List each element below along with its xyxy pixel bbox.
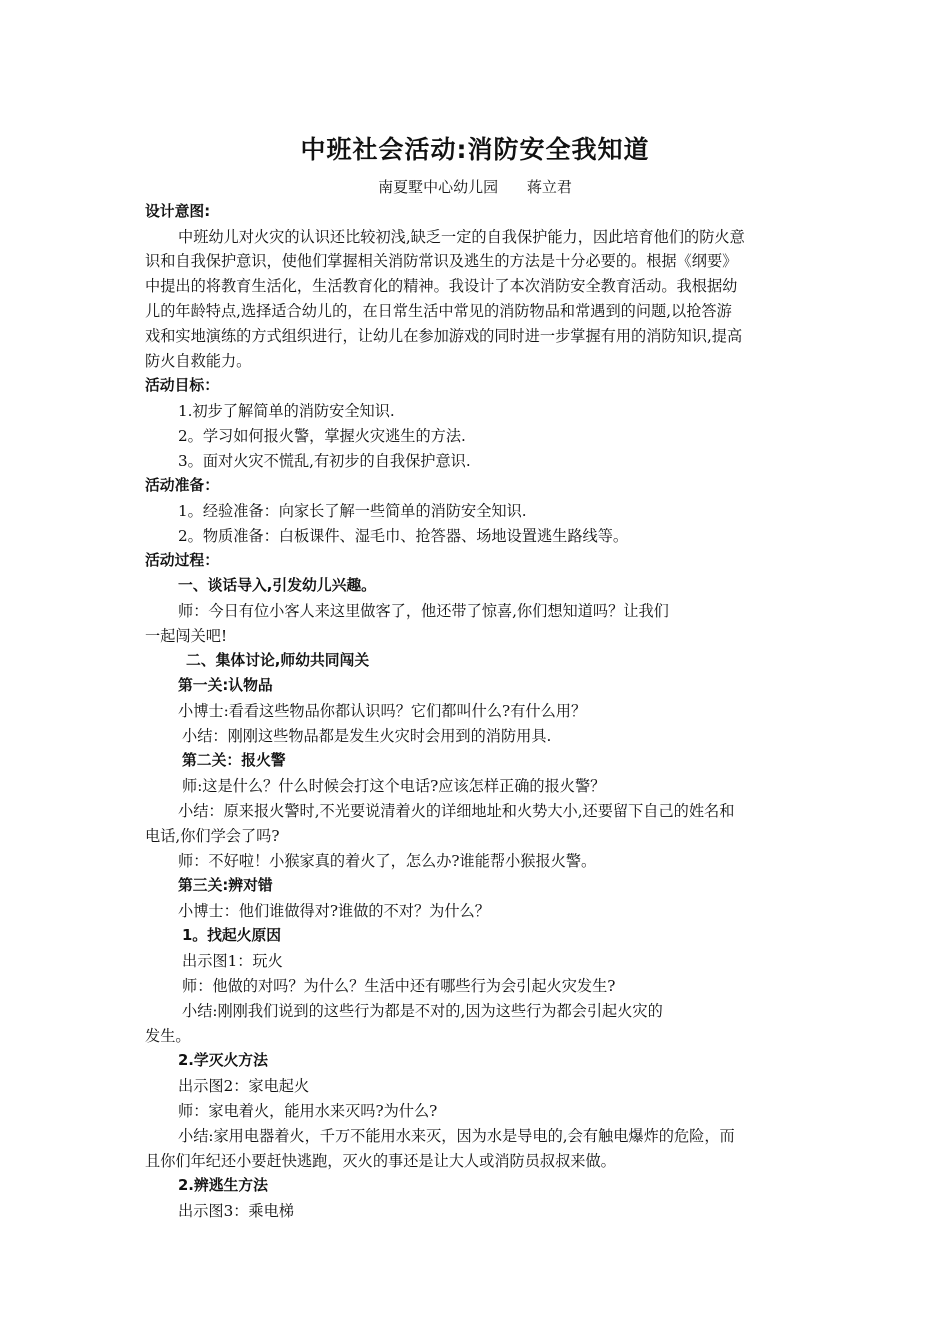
- step-heading: 一、谈话导入,引发幼儿兴趣。: [178, 577, 376, 594]
- sub-heading: 2.学灭火方法: [178, 1052, 268, 1069]
- sub-heading: 1。找起火原因: [182, 927, 282, 944]
- list-item: 3。面对火灾不慌乱,有初步的自我保护意识.: [178, 452, 471, 470]
- sub-heading: 2.辨逃生方法: [178, 1177, 268, 1194]
- paragraph-line: 出示图2：家电起火: [178, 1077, 310, 1095]
- document-title: 中班社会活动:消防安全我知道: [300, 135, 650, 164]
- paragraph-line: 电话,你们学会了吗?: [145, 827, 280, 845]
- byline: [0, 176, 950, 197]
- paragraph-line: 小结：原来报火警时,不光要说清着火的详细地址和火势大小,还要留下自己的姓名和: [178, 802, 735, 820]
- byline-author: 蒋立君: [526, 178, 572, 196]
- section-heading: 活动准备：: [145, 477, 219, 494]
- level-heading: 第二关：报火警: [182, 752, 286, 769]
- paragraph-line: 师:这是什么？什么时候会打这个电话?应该怎样正确的报火警？: [182, 777, 606, 795]
- paragraph-line: 防火自救能力。: [145, 352, 252, 370]
- paragraph-line: 小博士:看看这些物品你都认识吗？它们都叫什么?有什么用？: [178, 702, 587, 720]
- paragraph-line: 戏和实地演练的方式组织进行，让幼儿在参加游戏的同时进一步掌握有用的消防知识,提高: [145, 327, 743, 345]
- paragraph-line: 中班幼儿对火灾的认识还比较初浅,缺乏一定的自我保护能力，因此培育他们的防火意: [178, 228, 745, 246]
- paragraph-line: 发生。: [145, 1027, 191, 1045]
- list-item: 2。学习如何报火警，掌握火灾逃生的方法.: [178, 427, 466, 445]
- list-item: 1。经验准备：向家长了解一些简单的消防安全知识.: [178, 502, 527, 520]
- level-heading: 第一关:认物品: [178, 677, 273, 694]
- paragraph-line: 中提出的将教育生活化，生活教育化的精神。我设计了本次消防安全教育活动。我根据幼: [145, 277, 738, 295]
- paragraph-line: 师：今日有位小客人来这里做客了，他还带了惊喜,你们想知道吗？让我们: [178, 602, 669, 620]
- paragraph-line: 出示图3：乘电梯: [178, 1202, 294, 1220]
- paragraph-line: 小博士：他们谁做得对?谁做的不对？为什么？: [178, 902, 490, 920]
- paragraph-line: 小结:刚刚我们说到的这些行为都是不对的,因为这些行为都会引起火灾的: [182, 1002, 663, 1020]
- paragraph-line: 出示图1：玩火: [182, 952, 283, 970]
- step-heading: 二、集体讨论,师幼共同闯关: [186, 652, 370, 669]
- level-heading: 第三关:辨对错: [178, 877, 273, 894]
- section-heading: 活动目标：: [145, 377, 219, 394]
- section-heading: 活动过程：: [145, 552, 219, 569]
- paragraph-line: 小结：刚刚这些物品都是发生火灾时会用到的消防用具.: [182, 727, 552, 745]
- list-item: 2。物质准备：白板课件、湿毛巾、抢答器、场地设置逃生路线等。: [178, 527, 629, 545]
- paragraph-line: 师：家电着火，能用水来灭吗?为什么?: [178, 1102, 438, 1120]
- paragraph-line: 一起闯关吧!: [145, 627, 228, 645]
- paragraph-line: 识和自我保护意识，使他们掌握相关消防常识及逃生的方法是十分必要的。根据《纲要》: [145, 252, 738, 270]
- section-heading: 设计意图:: [145, 203, 211, 220]
- paragraph-line: 小结:家用电器着火，千万不能用水来灭，因为水是导电的,会有触电爆炸的危险，而: [178, 1127, 735, 1145]
- byline-school: 南夏墅中心幼儿园: [378, 178, 499, 196]
- paragraph-line: 师：不好啦！小猴家真的着火了，怎么办?谁能帮小猴报火警。: [178, 852, 597, 870]
- paragraph-line: 且你们年纪还小要赶快逃跑，灭火的事还是让大人或消防员叔叔来做。: [145, 1152, 616, 1170]
- paragraph-line: 师：他做的对吗？为什么？生活中还有哪些行为会引起火灾发生?: [182, 977, 616, 995]
- list-item: 1.初步了解简单的消防安全知识.: [178, 402, 395, 420]
- paragraph-line: 儿的年龄特点,选择适合幼儿的，在日常生活中常见的消防物品和常遇到的问题,以抢答游: [145, 302, 732, 320]
